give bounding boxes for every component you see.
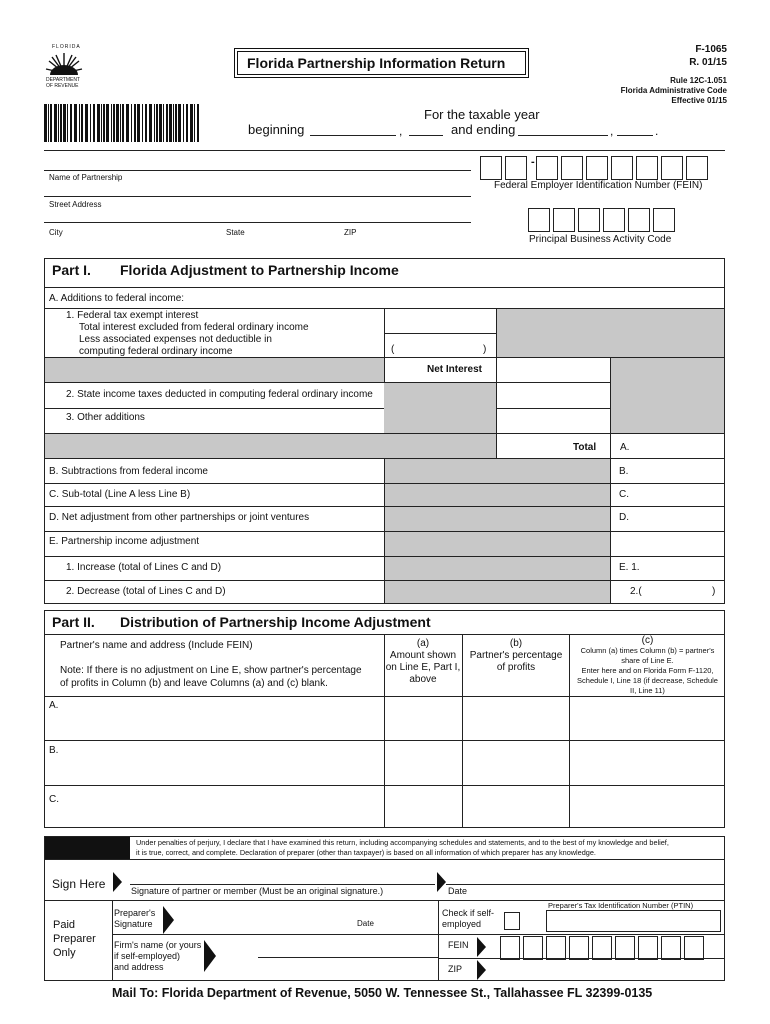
part2-title: Distribution of Partnership Income Adjustment xyxy=(120,614,431,630)
line-2: 2. State income taxes deducted in computing federal ordinary income xyxy=(66,389,373,400)
barcode-bar xyxy=(120,104,121,142)
perjury-line-2: it is true, correct, and complete. Declaration of preparer (other than taxpayer) is based on all information of which preparer has any knowledge. xyxy=(136,848,596,857)
line-e1-amount[interactable] xyxy=(611,557,724,580)
pbac-digit-box[interactable] xyxy=(578,208,600,232)
firm-arrow-icon xyxy=(204,940,216,972)
firm-name-field[interactable] xyxy=(258,938,436,978)
ptin-field[interactable] xyxy=(546,910,721,932)
partner-signature-label: Signature of partner or member (Must be an original signature.) xyxy=(131,886,384,896)
line-d-label: D. Net adjustment from other partnerships or joint ventures xyxy=(49,512,310,523)
barcode-bar xyxy=(154,104,155,142)
barcode-bar xyxy=(113,104,115,142)
sign-here-label: Sign Here xyxy=(52,877,106,891)
prep-fein-digit-box[interactable] xyxy=(592,936,612,960)
pbac-digit-box[interactable] xyxy=(603,208,625,232)
ending-period: . xyxy=(655,124,659,138)
beginning-date-field[interactable] xyxy=(310,135,396,136)
sign-here-arrow-icon xyxy=(113,872,122,892)
line-e-label: E. Partnership income adjustment xyxy=(49,536,200,547)
self-employed-label-2: employed xyxy=(442,919,482,929)
ending-year-field[interactable] xyxy=(617,135,653,136)
line-a-label: A. Additions to federal income: xyxy=(49,293,185,304)
line-c-amount[interactable] xyxy=(611,484,724,506)
zip-arrow-icon xyxy=(477,960,486,980)
partner-c-name[interactable] xyxy=(60,787,382,827)
barcode xyxy=(44,104,204,142)
net-interest-amount[interactable] xyxy=(496,357,611,383)
line-2-amount[interactable] xyxy=(496,382,611,409)
ending-date-field[interactable] xyxy=(518,135,608,136)
line-e2-amount[interactable] xyxy=(611,581,724,603)
street-address-label: Street Address xyxy=(49,200,102,209)
barcode-bar xyxy=(173,104,174,142)
line-e2-box-label: 2.( xyxy=(630,586,642,597)
barcode-bar xyxy=(54,104,57,142)
barcode-bar xyxy=(149,104,152,142)
line-c-box-label: C. xyxy=(619,489,629,500)
barcode-bar xyxy=(85,104,88,142)
zip-sign-label: ZIP xyxy=(448,964,463,974)
line-e2-box-close: ) xyxy=(712,586,716,597)
barcode-bar xyxy=(175,104,177,142)
barcode-bar xyxy=(101,104,102,142)
line-1a: 1. Federal tax exempt interest xyxy=(66,310,199,321)
barcode-bar xyxy=(134,104,136,142)
and-ending-label: and ending xyxy=(451,122,516,137)
prep-fein-digit-box[interactable] xyxy=(661,936,681,960)
prep-fein-digit-box[interactable] xyxy=(500,936,520,960)
line-d-amount[interactable] xyxy=(611,507,724,531)
barcode-bar xyxy=(183,104,184,142)
firm-name-label-2: if self-employed) xyxy=(114,951,181,961)
identity-top-rule xyxy=(44,150,725,151)
partner-a-name[interactable] xyxy=(60,698,382,738)
beginning-year-field[interactable] xyxy=(409,135,443,136)
total-label: Total xyxy=(573,442,597,453)
prep-fein-digit-box[interactable] xyxy=(684,936,704,960)
col-name-header: Partner's name and address (Include FEIN) xyxy=(60,640,253,651)
line-3-amount[interactable] xyxy=(496,408,611,435)
barcode-bar xyxy=(145,104,147,142)
beginning-comma: , xyxy=(399,124,403,138)
total-label-cell xyxy=(496,433,611,459)
preparer-fein-boxes[interactable] xyxy=(500,936,725,960)
row-b-label: B. xyxy=(49,745,59,756)
barcode-bar xyxy=(74,104,77,142)
line-b-box-label: B. xyxy=(619,466,629,477)
line-d-box-label: D. xyxy=(619,512,629,523)
fein-digit-box[interactable] xyxy=(686,156,708,180)
pbac-digit-box[interactable] xyxy=(528,208,550,232)
fein-digit-box[interactable] xyxy=(480,156,502,180)
barcode-bar xyxy=(79,104,80,142)
expenses-paren-open: ( xyxy=(391,344,395,355)
preparer-signature-label-2: Signature xyxy=(114,919,153,929)
perjury-line-1: Under penalties of perjury, I declare that I have examined this return, including accompanying schedules and statements, and to the best of my knowledge and belief, xyxy=(136,838,669,847)
name-of-partnership-label: Name of Partnership xyxy=(49,173,123,182)
line-e1-box-label: E. 1. xyxy=(619,562,640,573)
city-label: City xyxy=(49,228,63,237)
signature-black-band xyxy=(45,837,130,859)
fein-boxes[interactable] xyxy=(480,156,715,180)
barcode-bar xyxy=(93,104,95,142)
barcode-bar xyxy=(90,104,91,142)
barcode-bar xyxy=(97,104,100,142)
barcode-bar xyxy=(126,104,129,142)
barcode-bar xyxy=(50,104,52,142)
col-a-header: (a) Amount shown on Line E, Part I, above xyxy=(385,638,461,685)
self-employed-checkbox[interactable] xyxy=(504,912,520,930)
logo-dept-line1: DEPARTMENT xyxy=(46,77,80,83)
prep-fein-digit-box[interactable] xyxy=(638,936,658,960)
logo-state-name: FLORIDA xyxy=(52,44,81,50)
part1-number: Part I. xyxy=(52,262,91,278)
barcode-bar xyxy=(60,104,62,142)
partnership-name-field[interactable] xyxy=(44,170,471,171)
form-title: Florida Partnership Information Return xyxy=(247,55,506,71)
taxable-year-label: For the taxable year xyxy=(424,107,540,122)
part1-title: Florida Adjustment to Partnership Income xyxy=(120,262,399,278)
pbac-digit-box[interactable] xyxy=(628,208,650,232)
line-b-amount[interactable] xyxy=(611,459,724,483)
paid-label: Paid xyxy=(53,919,76,931)
barcode-bar xyxy=(169,104,172,142)
pbac-label: Principal Business Activity Code xyxy=(529,234,672,245)
preparer-date-label: Date xyxy=(357,919,374,928)
part2-number: Part II. xyxy=(52,614,95,630)
rule-text: Rule 12C-1.051 xyxy=(670,76,727,85)
fein-digit-box[interactable] xyxy=(611,156,633,180)
ending-comma: , xyxy=(610,124,614,138)
prep-fein-digit-box[interactable] xyxy=(615,936,635,960)
barcode-bar xyxy=(58,104,59,142)
note-line-1: Note: If there is no adjustment on Line E, show partner's percentage xyxy=(60,665,362,676)
preparer-zip-field[interactable] xyxy=(490,960,720,980)
effective-text: Effective 01/15 xyxy=(671,96,727,105)
barcode-bar xyxy=(103,104,105,142)
line-c-label: C. Sub-total (Line A less Line B) xyxy=(49,489,191,500)
line-1d: computing federal ordinary income xyxy=(79,346,233,357)
note-line-2: of profits in Column (b) and leave Columns (a) and (c) blank. xyxy=(60,678,328,689)
col-b-header: (b) Partner's percentage of profits xyxy=(469,638,563,673)
barcode-bar xyxy=(137,104,140,142)
barcode-bar xyxy=(163,104,164,142)
prep-fein-digit-box[interactable] xyxy=(569,936,589,960)
partner-b-name[interactable] xyxy=(60,742,382,783)
fein-digit-box[interactable] xyxy=(561,156,583,180)
line-a-box-label: A. xyxy=(620,442,630,453)
fein-label: Federal Employer Identification Number (FEIN) xyxy=(494,180,703,191)
street-address-field[interactable] xyxy=(44,196,471,197)
barcode-bar xyxy=(186,104,188,142)
pbac-digit-box[interactable] xyxy=(553,208,575,232)
line-1b: Total interest excluded from federal ordinary income xyxy=(79,322,309,333)
dor-logo xyxy=(44,44,84,92)
line-e2-label: 2. Decrease (total of Lines C and D) xyxy=(66,586,226,597)
prep-fein-digit-box[interactable] xyxy=(523,936,543,960)
logo-dept-line2: OF REVENUE xyxy=(46,83,79,89)
only-label: Only xyxy=(53,947,76,959)
preparer-signature-arrow-icon xyxy=(163,906,174,934)
fein-digit-box[interactable] xyxy=(505,156,527,180)
preparer-signature-label-1: Preparer's xyxy=(114,908,156,918)
fein-digit-box[interactable] xyxy=(636,156,658,180)
barcode-bar xyxy=(106,104,109,142)
net-interest-label-cell xyxy=(384,357,497,383)
admin-code-text: Florida Administrative Code xyxy=(620,86,727,95)
gray-col-right-top xyxy=(496,309,724,357)
city-state-zip-field[interactable] xyxy=(44,222,471,223)
line-b-label: B. Subtractions from federal income xyxy=(49,466,208,477)
firm-name-label-1: Firm's name (or yours xyxy=(114,940,202,950)
state-label: State xyxy=(226,228,245,237)
pbac-boxes[interactable] xyxy=(528,208,683,232)
ptin-label: Preparer's Tax Identification Number (PTIN) xyxy=(548,901,694,910)
barcode-bar xyxy=(111,104,112,142)
barcode-bar xyxy=(156,104,158,142)
barcode-bar xyxy=(197,104,199,142)
barcode-bar xyxy=(142,104,143,142)
barcode-bar xyxy=(159,104,162,142)
line-a-amount[interactable] xyxy=(610,433,725,459)
barcode-bar xyxy=(116,104,119,142)
line-3: 3. Other additions xyxy=(66,412,145,423)
line-e1-label: 1. Increase (total of Lines C and D) xyxy=(66,562,222,573)
fein-sign-label: FEIN xyxy=(448,940,469,950)
partner-signature-field[interactable] xyxy=(130,862,435,884)
barcode-bar xyxy=(44,104,47,142)
row-c-label: C. xyxy=(49,794,59,805)
fein-digit-box[interactable] xyxy=(586,156,608,180)
line-1c: Less associated expenses not deductible in xyxy=(79,334,272,345)
barcode-bar xyxy=(81,104,83,142)
barcode-bar xyxy=(178,104,181,142)
row-a-label: A. xyxy=(49,700,59,711)
fein-digit-box[interactable] xyxy=(536,156,558,180)
sun-icon xyxy=(44,51,84,75)
col-c-header: (c) Column (a) times Column (b) = partner's share of Line E. Enter here and on Florida Form F-1120, Schedule I, Line 18 (if decrease, Schedule II, Line 11) xyxy=(577,635,718,695)
gray-col-right-mid xyxy=(610,358,724,434)
preparer-signature-field[interactable] xyxy=(176,902,356,930)
expenses-paren-close: ) xyxy=(483,344,487,355)
preparer-label: Preparer xyxy=(53,933,96,945)
mail-to-address: Mail To: Florida Department of Revenue, 5050 W. Tennessee St., Tallahassee FL 32399-0135 xyxy=(112,986,653,1000)
gray-col-middle xyxy=(384,382,496,434)
barcode-bar xyxy=(190,104,193,142)
barcode-bar xyxy=(48,104,49,142)
barcode-bar xyxy=(67,104,68,142)
barcode-bar xyxy=(122,104,124,142)
fein-digit-box[interactable] xyxy=(661,156,683,180)
fein-dash: - xyxy=(531,156,535,168)
self-employed-label-1: Check if self- xyxy=(442,908,495,918)
barcode-bar xyxy=(131,104,132,142)
title-box xyxy=(234,48,529,78)
partner-date-label: Date xyxy=(448,886,468,896)
partner-date-field[interactable] xyxy=(448,862,718,884)
barcode-bar xyxy=(166,104,168,142)
prep-fein-digit-box[interactable] xyxy=(546,936,566,960)
form-revision: R. 01/15 xyxy=(689,57,727,68)
gray-row-total xyxy=(45,434,496,458)
gray-row-net-interest xyxy=(45,358,384,382)
net-interest-label: Net Interest xyxy=(427,364,483,375)
barcode-bar xyxy=(194,104,195,142)
pbac-digit-box[interactable] xyxy=(653,208,675,232)
firm-name-label-3: and address xyxy=(114,962,164,972)
barcode-bar xyxy=(70,104,72,142)
barcode-bar xyxy=(63,104,66,142)
fein-arrow-icon xyxy=(477,937,486,957)
form-number: F-1065 xyxy=(695,44,727,55)
zip-label: ZIP xyxy=(344,228,357,237)
date-arrow-icon xyxy=(437,872,446,892)
beginning-label: beginning xyxy=(248,122,305,137)
